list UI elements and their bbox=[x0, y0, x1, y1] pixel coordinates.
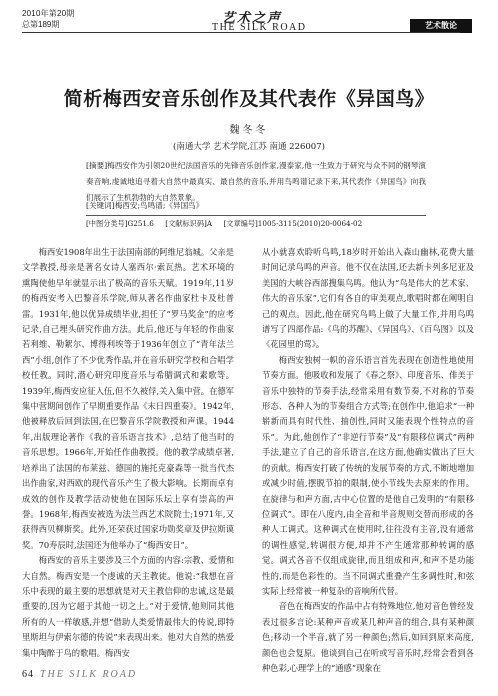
body-column-left bbox=[22, 245, 234, 661]
issue-total: 总第189期 bbox=[22, 20, 60, 29]
body-paragraph: 音色在梅西安的作品中占有特殊地位,他对音色曾经发表过很多言论:某种声音或某几种声音的组合,具有某种颜色;移动一个半音,就了另一种颜色;然后,如回到原来高度,颜色也会复原。他谈到自己在听或写音乐时,经常会看到各种色彩,心理学上的“通感”现象在 bbox=[262, 601, 474, 673]
header-rule bbox=[22, 32, 460, 33]
journal-english-title: THE SILK ROAD bbox=[212, 22, 307, 33]
body-paragraph: 梅西安的音乐主要涉及三个方面的内容:宗教、爱情和大自然。梅西安是一个虔诚的天主教徒。他说:“我想在音乐中表现的最主要的思想就是对天主教信仰的忠诚,这是最重要的,因为它超于其他一切之上。”对于爱情,他则同其他所有的人一样敏感,并想“借助人类爱情最伟大的传说,即特里斯坦与伊索尔德的传说”来表现出来。他对大自然的热爱集中陶醉于鸟的歌唱。梅西安 bbox=[22, 555, 234, 658]
classification-meta: [中图分类号]G251.6 [文献标识码]A [文章编号]1005-3115(2010)20-0064-02 bbox=[86, 219, 363, 228]
page-number: 64 bbox=[22, 669, 34, 680]
footer-journal-title: THE SILK ROAD bbox=[40, 669, 138, 680]
abstract: [摘要]梅西安作为引领20世纪法国音乐的先锋音乐创作家,漫泰家,他一生致力于研究与众不同的钢琴演奏音响,虔诚地追寻着大自然中最真实、最自然的音乐,并用鸟鸣谱记录下来,其代表作《异国鸟》向我们展示了生机勃勃的大自然景象。 bbox=[86, 161, 426, 202]
author-name: 魏冬冬 bbox=[229, 125, 269, 136]
author-affiliation: (南通大学 艺术学院,江苏 南通 226007) bbox=[173, 142, 325, 152]
section-tag: 艺术散论 bbox=[410, 19, 472, 33]
journal-logo: 艺术之声 bbox=[222, 11, 283, 26]
body-paragraph: 梅西安独树一帜的音乐语言首先表现在创造性地使用节奏方面。他吸收和发展了《春之祭》、印度音乐、俳美于音乐中独特的节奏手法,经常采用有数节奏,不对称的节奏形态、各种人为的节奏组合方式等;在创作中,他追求“一种崭新而具有时代性、抽创性,同时又能表现个性特点的音乐”。为此,他创作了“非逆行节奏”及“有限移位调式”两种手法,建立了自己的音乐语言,在这方面,他确实做出了巨大的贡献。梅西安打破了传统的发展节奏的方式,不断地增加或减少时值,摆脱节拍的限制,使小节线失去原来的作用。在旋律与和声方面,古中心位置的是他自己发明的“有限移位调式”。即在八度内,由全音和半音规则交替而形成的各种人工调式。这种调式在使用时,往往没有主音,没有通常的调性感觉,转调很方便,却并不产生通常那种转调的感觉。调式各音不仅组成旋律,而且组成和声,和声不是功能性的,而是色彩性的。当不同调式重叠产生多调性时,和弦实际上经常被一种复杂的音响所代替。 bbox=[262, 354, 474, 596]
body-paragraph: 梅西安1908年出生于法国南部的阿维尼翁城。父亲是文学教授,母亲是著名女诗人塞西尔·索瓦热。艺术环境的熏陶使他早年就显示出了极高的音乐天赋。1919年,11岁的梅西安考入巴黎音乐学院,师从著名作曲家杜卡及杜普雷。1931年,他以优异成绩毕业,担任了“罗马奖金”的应考记录,自己埋头研究作曲方法。此后,他还与年轻的作曲家若利维、勒絮尔、博得利埃等于1936年创立了“青年法兰西”小组,创作了不少优秀作品,并在音乐研究学校和合唱学校任教。同时,潜心研究印度音乐与希腊调式和素歌等。1939年,梅西安应征入伍,但不久被俘,关入集中营。在德军集中营期间创作了早期重要作品《末日四重奏》。1942年,他被释放后回到法国,在巴黎音乐学院教授和声课。1944年,出版理论著作《我的音乐语言技术》,总结了他当时的音乐思想。1966年,开始任作曲教授。他的教学成绩卓著,培养出了法国的布莱兹、德国的施托克豪森等一批当代杰出作曲家,对西欧的现代音乐产生了极大影响。长期而卓有成效的创作及教学活动使他在国际乐坛上享有崇高的声誉。1968年,梅西安被选为法兰西艺术院院士;1971年,又获得西贝柳斯奖。此外,还荣获过国家功勋奖章及伊拉斯谟奖。70寿辰时,法国还为他举办了“梅西安日”。 bbox=[22, 247, 234, 550]
body-column-right bbox=[262, 245, 474, 676]
article-title: 简析梅西安音乐创作及其代表作《异国鸟》 bbox=[63, 88, 435, 110]
body-paragraph: 从小就喜欢聆听鸟鸣,18岁时开始出入森山幽林,花费大量时间记录鸟鸣的声音。他不仅在法国,还去新卡列多尼亚及美国的大峡谷西部搜集鸟鸣。他认为“鸟是伟大的艺术家、伟大的音乐家”,它们有各自的审美观点,歌唱时都在阐明自己的观点。因此,他在研究鸟鸣上做了大量工作,并用鸟鸣谱写了四部作品:《鸟的苏醒》、《异国鸟》、《百鸟图》以及《花园里的莺》。 bbox=[262, 247, 474, 350]
issue-info: 2010年第20期 bbox=[22, 9, 75, 18]
keywords: [关键词]梅西安;鸟鸣谱;《异国鸟》 bbox=[86, 201, 204, 210]
meta-rule bbox=[86, 215, 426, 216]
